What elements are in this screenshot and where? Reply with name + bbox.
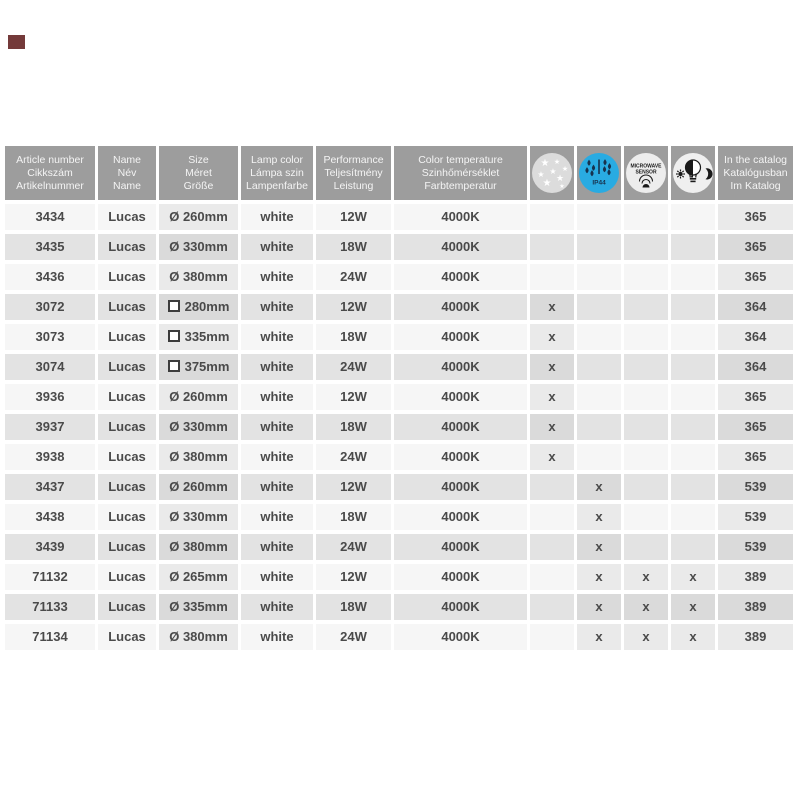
catalog-page-cell: 364 bbox=[718, 354, 793, 380]
svg-text:★: ★ bbox=[553, 159, 561, 166]
svg-text:★: ★ bbox=[561, 166, 569, 173]
name-cell: Lucas bbox=[98, 474, 156, 500]
header-line: Teljesítmény bbox=[324, 166, 383, 179]
header-line: Katalógusban bbox=[723, 166, 788, 179]
stars-mark-cell bbox=[530, 534, 574, 560]
ip44-mark-cell bbox=[577, 324, 621, 350]
lamp-color-cell: white bbox=[241, 294, 313, 320]
catalog-page-cell: 365 bbox=[718, 234, 793, 260]
stars-mark-cell: x bbox=[530, 384, 574, 410]
header-day-night-sensor bbox=[671, 146, 715, 200]
performance-cell: 18W bbox=[316, 594, 391, 620]
color-temperature-cell: 4000K bbox=[394, 324, 527, 350]
color-temperature-cell: 4000K bbox=[394, 294, 527, 320]
size-cell: Ø 330mm bbox=[159, 504, 238, 530]
stars-mark-cell bbox=[530, 564, 574, 590]
lamp-color-cell: white bbox=[241, 474, 313, 500]
name-cell: Lucas bbox=[98, 234, 156, 260]
size-cell: Ø 335mm bbox=[159, 594, 238, 620]
name-cell: Lucas bbox=[98, 384, 156, 410]
stars-mark-cell bbox=[530, 234, 574, 260]
name-cell: Lucas bbox=[98, 294, 156, 320]
lamp-color-cell: white bbox=[241, 534, 313, 560]
header-ip44 bbox=[577, 146, 621, 200]
size-cell: Ø 260mm bbox=[159, 204, 238, 230]
stars-icon bbox=[532, 153, 572, 193]
svg-text:★: ★ bbox=[542, 178, 552, 189]
lamp-color-cell: white bbox=[241, 204, 313, 230]
header-lamp-color bbox=[241, 146, 313, 200]
lamp-color-cell: white bbox=[241, 384, 313, 410]
catalog-page-cell: 539 bbox=[718, 504, 793, 530]
article-number-cell: 3439 bbox=[5, 534, 95, 560]
stars-mark-cell: x bbox=[530, 324, 574, 350]
day-night-mark-cell bbox=[671, 294, 715, 320]
article-number-cell: 3074 bbox=[5, 354, 95, 380]
color-temperature-cell: 4000K bbox=[394, 504, 527, 530]
performance-cell: 24W bbox=[316, 264, 391, 290]
stars-mark-cell bbox=[530, 594, 574, 620]
header-line: Lamp color bbox=[251, 153, 303, 166]
header-microwave-sensor bbox=[624, 146, 668, 200]
lamp-color-cell: white bbox=[241, 324, 313, 350]
day-night-mark-cell bbox=[671, 414, 715, 440]
article-number-cell: 3938 bbox=[5, 444, 95, 470]
ip44-mark-cell bbox=[577, 264, 621, 290]
day-night-mark-cell bbox=[671, 444, 715, 470]
performance-cell: 12W bbox=[316, 564, 391, 590]
stars-mark-cell: x bbox=[530, 444, 574, 470]
color-temperature-cell: 4000K bbox=[394, 384, 527, 410]
name-cell: Lucas bbox=[98, 624, 156, 650]
catalog-page-cell: 389 bbox=[718, 624, 793, 650]
header-line: Performance bbox=[323, 153, 384, 166]
article-number-cell: 3434 bbox=[5, 204, 95, 230]
header-line: Size bbox=[188, 153, 209, 166]
day-night-mark-cell bbox=[671, 474, 715, 500]
day-night-mark-cell: x bbox=[671, 564, 715, 590]
name-cell: Lucas bbox=[98, 594, 156, 620]
header-performance bbox=[316, 146, 391, 200]
size-cell: Ø 380mm bbox=[159, 264, 238, 290]
name-cell: Lucas bbox=[98, 564, 156, 590]
performance-cell: 12W bbox=[316, 474, 391, 500]
performance-cell: 18W bbox=[316, 234, 391, 260]
microwave-mark-cell bbox=[624, 264, 668, 290]
stars-mark-cell bbox=[530, 264, 574, 290]
header-line: Név bbox=[117, 166, 137, 179]
lamp-color-cell: white bbox=[241, 594, 313, 620]
performance-cell: 12W bbox=[316, 204, 391, 230]
name-cell: Lucas bbox=[98, 204, 156, 230]
microwave-mark-cell bbox=[624, 324, 668, 350]
size-cell: Ø 380mm bbox=[159, 444, 238, 470]
color-temperature-cell: 4000K bbox=[394, 234, 527, 260]
lamp-color-cell: white bbox=[241, 354, 313, 380]
header-line: Artikelnummer bbox=[16, 179, 84, 192]
color-temperature-cell: 4000K bbox=[394, 204, 527, 230]
square-shape-symbol bbox=[168, 360, 180, 372]
stars-mark-cell bbox=[530, 624, 574, 650]
header-line: Farbtemperatur bbox=[424, 179, 497, 192]
name-cell: Lucas bbox=[98, 444, 156, 470]
svg-text:★: ★ bbox=[559, 184, 565, 190]
stars-mark-cell: x bbox=[530, 414, 574, 440]
day-night-mark-cell bbox=[671, 264, 715, 290]
ip44-mark-cell bbox=[577, 294, 621, 320]
product-table bbox=[5, 146, 793, 650]
name-cell: Lucas bbox=[98, 414, 156, 440]
color-temperature-cell: 4000K bbox=[394, 444, 527, 470]
header-stars bbox=[530, 146, 574, 200]
day-night-mark-cell bbox=[671, 234, 715, 260]
ip44-icon bbox=[579, 153, 619, 193]
color-temperature-cell: 4000K bbox=[394, 594, 527, 620]
day-night-mark-cell bbox=[671, 354, 715, 380]
header-line: Lampenfarbe bbox=[246, 179, 308, 192]
ip44-mark-cell bbox=[577, 444, 621, 470]
catalog-page-cell: 365 bbox=[718, 204, 793, 230]
catalog-page-cell: 365 bbox=[718, 264, 793, 290]
header-line: Lámpa szin bbox=[250, 166, 304, 179]
microwave-sensor-icon bbox=[626, 153, 666, 193]
article-number-cell: 3937 bbox=[5, 414, 95, 440]
microwave-label-2: SENSOR bbox=[635, 169, 657, 176]
lamp-color-cell: white bbox=[241, 564, 313, 590]
lamp-color-cell: white bbox=[241, 624, 313, 650]
lamp-color-cell: white bbox=[241, 504, 313, 530]
square-shape-symbol bbox=[168, 300, 180, 312]
microwave-mark-cell bbox=[624, 204, 668, 230]
microwave-mark-cell bbox=[624, 534, 668, 560]
header-line: Color temperature bbox=[418, 153, 503, 166]
lamp-color-cell: white bbox=[241, 444, 313, 470]
performance-cell: 18W bbox=[316, 414, 391, 440]
catalog-page-cell: 365 bbox=[718, 444, 793, 470]
square-shape-symbol bbox=[168, 330, 180, 342]
header-article-number bbox=[5, 146, 95, 200]
article-number-cell: 71133 bbox=[5, 594, 95, 620]
svg-text:★: ★ bbox=[555, 173, 565, 183]
color-temperature-cell: 4000K bbox=[394, 474, 527, 500]
lamp-color-cell: white bbox=[241, 414, 313, 440]
header-line: Méret bbox=[185, 166, 212, 179]
name-cell: Lucas bbox=[98, 324, 156, 350]
performance-cell: 18W bbox=[316, 324, 391, 350]
day-night-mark-cell bbox=[671, 534, 715, 560]
name-cell: Lucas bbox=[98, 354, 156, 380]
microwave-mark-cell bbox=[624, 354, 668, 380]
ip44-mark-cell bbox=[577, 204, 621, 230]
color-temperature-cell: 4000K bbox=[394, 534, 527, 560]
header-line: Cikkszám bbox=[27, 166, 73, 179]
corner-mark bbox=[8, 35, 25, 49]
header-line: Im Katalog bbox=[730, 179, 781, 192]
microwave-label-1: MICROWAVE bbox=[630, 163, 662, 170]
svg-text:★: ★ bbox=[540, 158, 550, 169]
header-line: Leistung bbox=[333, 179, 374, 192]
performance-cell: 12W bbox=[316, 294, 391, 320]
day-night-mark-cell: x bbox=[671, 624, 715, 650]
microwave-mark-cell bbox=[624, 234, 668, 260]
ip44-mark-cell: x bbox=[577, 474, 621, 500]
size-cell: Ø 380mm bbox=[159, 534, 238, 560]
ip44-mark-cell bbox=[577, 384, 621, 410]
stars-mark-cell bbox=[530, 504, 574, 530]
catalog-page-cell: 539 bbox=[718, 534, 793, 560]
catalog-page-cell: 365 bbox=[718, 384, 793, 410]
name-cell: Lucas bbox=[98, 534, 156, 560]
svg-text:★: ★ bbox=[537, 170, 545, 179]
ip44-mark-cell: x bbox=[577, 504, 621, 530]
catalog-page-cell: 389 bbox=[718, 564, 793, 590]
performance-cell: 24W bbox=[316, 534, 391, 560]
color-temperature-cell: 4000K bbox=[394, 564, 527, 590]
day-night-mark-cell: x bbox=[671, 594, 715, 620]
ip44-mark-cell bbox=[577, 234, 621, 260]
catalog-page-cell: 365 bbox=[718, 414, 793, 440]
color-temperature-cell: 4000K bbox=[394, 264, 527, 290]
ip44-mark-cell: x bbox=[577, 534, 621, 560]
article-number-cell: 71134 bbox=[5, 624, 95, 650]
day-night-sensor-icon bbox=[673, 153, 713, 193]
microwave-mark-cell bbox=[624, 414, 668, 440]
stars-mark-cell: x bbox=[530, 294, 574, 320]
performance-cell: 18W bbox=[316, 504, 391, 530]
stars-mark-cell: x bbox=[530, 354, 574, 380]
header-line: Name bbox=[112, 153, 141, 166]
sun-glyph bbox=[676, 170, 685, 179]
color-temperature-cell: 4000K bbox=[394, 414, 527, 440]
article-number-cell: 3073 bbox=[5, 324, 95, 350]
article-number-cell: 3072 bbox=[5, 294, 95, 320]
color-temperature-cell: 4000K bbox=[394, 624, 527, 650]
performance-cell: 24W bbox=[316, 444, 391, 470]
header-line: In the catalog bbox=[723, 153, 788, 166]
microwave-mark-cell bbox=[624, 384, 668, 410]
article-number-cell: 71132 bbox=[5, 564, 95, 590]
header-line: Name bbox=[112, 179, 141, 192]
performance-cell: 24W bbox=[316, 354, 391, 380]
day-night-mark-cell bbox=[671, 204, 715, 230]
size-cell: Ø 330mm bbox=[159, 414, 238, 440]
header-in-the-catalog bbox=[718, 146, 793, 200]
header-line: Article number bbox=[16, 153, 84, 166]
microwave-mark-cell: x bbox=[624, 624, 668, 650]
lamp-color-cell: white bbox=[241, 234, 313, 260]
catalog-page-cell: 539 bbox=[718, 474, 793, 500]
size-cell: Ø 330mm bbox=[159, 234, 238, 260]
ip44-label: IP44 bbox=[592, 179, 606, 187]
size-cell: Ø 260mm bbox=[159, 384, 238, 410]
day-night-mark-cell bbox=[671, 504, 715, 530]
catalog-page-cell: 389 bbox=[718, 594, 793, 620]
header-name bbox=[98, 146, 156, 200]
name-cell: Lucas bbox=[98, 264, 156, 290]
size-cell: 335mm bbox=[159, 324, 238, 350]
size-cell: 375mm bbox=[159, 354, 238, 380]
header-color-temperature bbox=[394, 146, 527, 200]
day-night-mark-cell bbox=[671, 384, 715, 410]
performance-cell: 24W bbox=[316, 624, 391, 650]
article-number-cell: 3936 bbox=[5, 384, 95, 410]
microwave-mark-cell bbox=[624, 294, 668, 320]
header-line: Szinhőmérséklet bbox=[421, 166, 500, 179]
microwave-mark-cell bbox=[624, 444, 668, 470]
ip44-mark-cell bbox=[577, 354, 621, 380]
lamp-color-cell: white bbox=[241, 264, 313, 290]
stars-mark-cell bbox=[530, 204, 574, 230]
ip44-mark-cell: x bbox=[577, 564, 621, 590]
header-size bbox=[159, 146, 238, 200]
day-night-mark-cell bbox=[671, 324, 715, 350]
catalog-page-cell: 364 bbox=[718, 294, 793, 320]
stars-mark-cell bbox=[530, 474, 574, 500]
microwave-mark-cell bbox=[624, 474, 668, 500]
header-line: Größe bbox=[183, 179, 214, 192]
size-cell: 280mm bbox=[159, 294, 238, 320]
name-cell: Lucas bbox=[98, 504, 156, 530]
article-number-cell: 3435 bbox=[5, 234, 95, 260]
size-cell: Ø 265mm bbox=[159, 564, 238, 590]
size-cell: Ø 260mm bbox=[159, 474, 238, 500]
size-cell: Ø 380mm bbox=[159, 624, 238, 650]
article-number-cell: 3436 bbox=[5, 264, 95, 290]
ip44-mark-cell: x bbox=[577, 624, 621, 650]
article-number-cell: 3437 bbox=[5, 474, 95, 500]
ip44-mark-cell bbox=[577, 414, 621, 440]
ip44-mark-cell: x bbox=[577, 594, 621, 620]
microwave-mark-cell: x bbox=[624, 594, 668, 620]
svg-text:★: ★ bbox=[549, 167, 557, 176]
color-temperature-cell: 4000K bbox=[394, 354, 527, 380]
performance-cell: 12W bbox=[316, 384, 391, 410]
microwave-mark-cell: x bbox=[624, 564, 668, 590]
catalog-page-cell: 364 bbox=[718, 324, 793, 350]
article-number-cell: 3438 bbox=[5, 504, 95, 530]
microwave-mark-cell bbox=[624, 504, 668, 530]
